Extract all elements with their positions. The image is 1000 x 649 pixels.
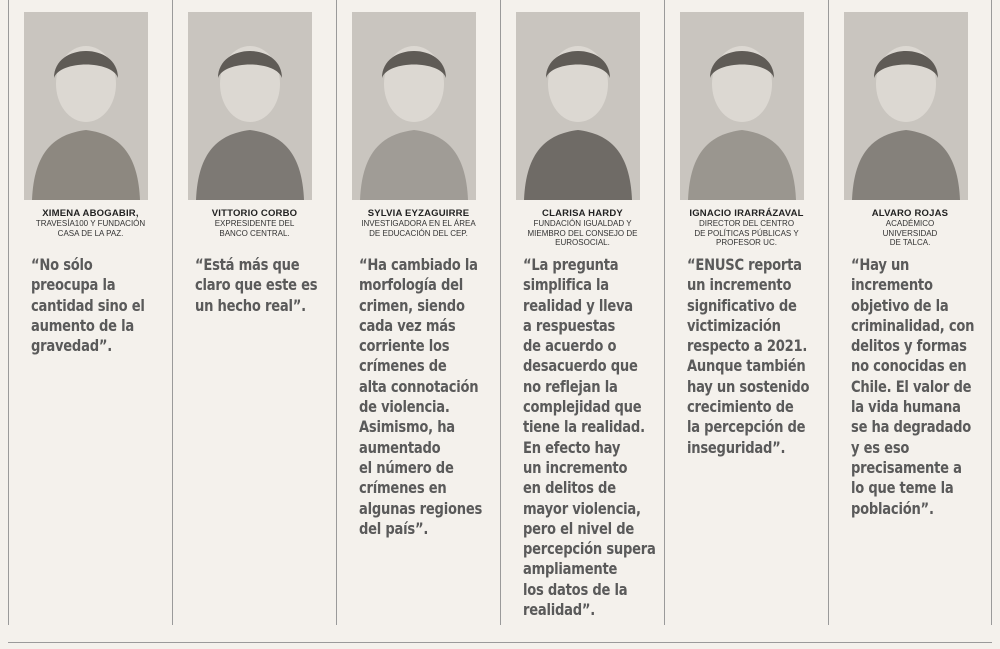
person-column	[172, 0, 336, 625]
portrait-photo	[352, 12, 476, 200]
person-name: ALVARO ROJAS	[871, 208, 949, 219]
portrait-photo	[24, 12, 148, 200]
person-quote: “ENUSC reporta un incremento significativo de victimización respecto a 2021. Aunque también hay un sostenido crecimiento de la percepción de inseguridad”.	[687, 255, 810, 457]
portrait-silhouette	[680, 12, 804, 200]
person-quote: “Hay un incremento objetivo de la criminalidad, con delitos y formas no conocidas en Chile. El valor de la vida humana se ha degradado y es eso precisamente a lo que teme la población”.	[851, 255, 975, 518]
person-quote: “Está más que claro que este es un hecho real”.	[195, 255, 318, 315]
portrait-photo	[844, 12, 968, 200]
portrait-silhouette	[188, 12, 312, 200]
portrait-photo	[516, 12, 640, 200]
person-column	[664, 0, 828, 625]
person-name: CLARISA HARDY	[542, 208, 623, 219]
portrait-silhouette	[844, 12, 968, 200]
person-role: EXPRESIDENTE DEL BANCO CENTRAL.	[214, 219, 295, 238]
bottom-divider	[8, 642, 992, 643]
person-role: DIRECTOR DEL CENTRO DE POLÍTICAS PÚBLICAS Y PROFESOR UC.	[694, 219, 799, 247]
portrait-photo	[188, 12, 312, 200]
portrait-silhouette	[352, 12, 476, 200]
person-quote: “No sólo preocupa la cantidad sino el aumento de la gravedad”.	[31, 255, 145, 356]
person-column	[828, 0, 992, 625]
portrait-silhouette	[24, 12, 148, 200]
person-name: SYLVIA EYZAGUIRRE	[367, 208, 470, 219]
person-role: FUNDACIÓN IGUALDAD Y MIEMBRO DEL CONSEJO DE EUROSOCIAL.	[527, 219, 638, 247]
person-name: VITTORIO CORBO	[211, 208, 298, 219]
portrait-photo	[680, 12, 804, 200]
person-column	[500, 0, 664, 625]
person-quote: “Ha cambiado la morfología del crimen, siendo cada vez más corriente los crímenes de alta connotación de violencia. Asimismo, ha aumentado el número de crímenes en algunas regiones del país”.	[359, 255, 483, 538]
person-column	[8, 0, 172, 625]
person-name: IGNACIO IRARRÁZAVAL	[689, 208, 804, 219]
portrait-silhouette	[516, 12, 640, 200]
person-quote: “La pregunta simplifica la realidad y lleva a respuestas de acuerdo o desacuerdo que no reflejan la complejidad que tiene la realidad. En efecto hay un incremento en delitos de mayor violencia, pero el nivel de percepción supera ampliamente los datos de la realidad”.	[523, 255, 656, 620]
person-column	[336, 0, 500, 625]
person-name: XIMENA ABOGABIR,	[42, 208, 139, 219]
quotes-grid	[8, 0, 992, 630]
person-role: INVESTIGADORA EN EL ÁREA DE EDUCACIÓN DEL CEP.	[361, 219, 476, 238]
person-role: TRAVESÍA100 Y FUNDACIÓN CASA DE LA PAZ.	[35, 219, 146, 238]
person-role: ACADÉMICO UNIVERSIDAD DE TALCA.	[882, 219, 938, 247]
